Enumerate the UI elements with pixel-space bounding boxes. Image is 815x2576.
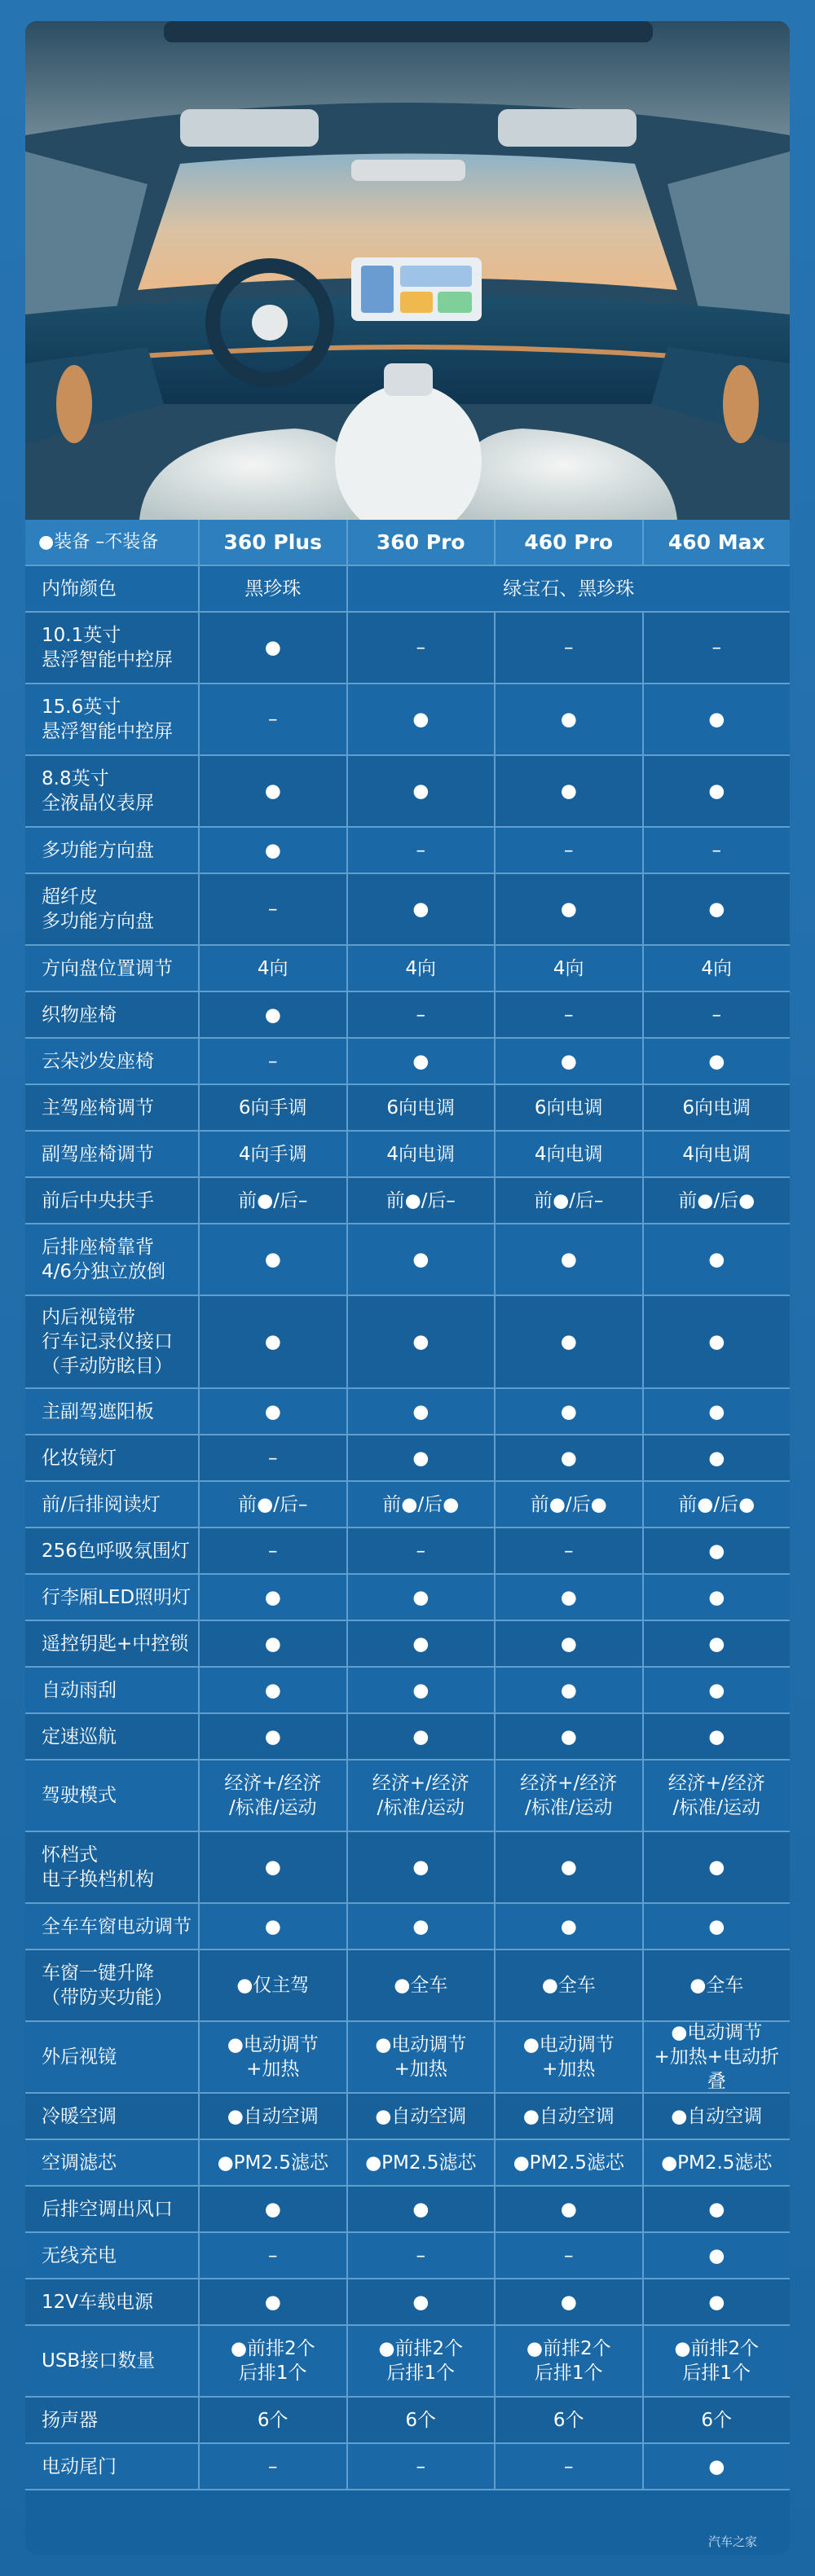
table-cell: 4向电调 [642, 1132, 791, 1176]
table-row [25, 1085, 790, 1132]
table-cell: – [494, 828, 642, 873]
row-label: 扬声器 [42, 2409, 98, 2431]
table-cell: ●全车 [642, 1950, 791, 2020]
table-cell: – [494, 613, 642, 683]
table-cell: 前●/后● [494, 1482, 642, 1527]
table-cell: 4向电调 [494, 1132, 642, 1176]
table-cell: ● [198, 828, 346, 873]
row-label: 云朵沙发座椅 [42, 1050, 154, 1072]
column-header: 360 Plus [198, 520, 346, 565]
table-row [25, 1132, 790, 1178]
table-cell: ●全车 [346, 1950, 495, 2020]
table-cell: ● [346, 2279, 495, 2324]
table-cell: ● [642, 2444, 791, 2489]
table-row [25, 2140, 790, 2187]
table-row [25, 1039, 790, 1085]
table-cell: 6个 [642, 2398, 791, 2442]
table-cell: ● [198, 2279, 346, 2324]
table-cell: ●前排2个 后排1个 [642, 2326, 791, 2396]
table-cell: ● [494, 1575, 642, 1620]
table-cell: ● [198, 1224, 346, 1295]
table-cell: ● [494, 684, 642, 754]
table-cell: – [198, 1435, 346, 1480]
table-cell: – [198, 874, 346, 944]
table-row [25, 1296, 790, 1389]
row-label: 行李厢LED照明灯 [42, 1586, 192, 1608]
table-cell: ● [642, 2279, 791, 2324]
table-cell: – [494, 992, 642, 1037]
table-cell: ● [494, 1389, 642, 1434]
table-cell: ● [642, 874, 791, 944]
table-cell: ● [642, 1575, 791, 1620]
table-cell: ●前排2个 后排1个 [346, 2326, 495, 2396]
spec-card [25, 21, 790, 2555]
row-label: 256色呼吸氛围灯 [42, 1540, 190, 1562]
table-cell: ● [642, 1435, 791, 1480]
row-label: 定速巡航 [42, 1725, 117, 1747]
table-cell: ● [494, 1296, 642, 1387]
table-cell: ● [642, 1621, 791, 1666]
table-cell: ● [346, 1621, 495, 1666]
table-cell: ● [642, 1389, 791, 1434]
table-cell: 前●/后– [198, 1178, 346, 1223]
table-cell: 经济+/经济 /标准/运动 [198, 1761, 346, 1831]
table-row [25, 1761, 790, 1832]
table-cell: ● [494, 1039, 642, 1084]
table-cell: 经济+/经济 /标准/运动 [642, 1761, 791, 1831]
table-row [25, 1621, 790, 1668]
table-row [25, 1950, 790, 2022]
table-cell: ● [198, 1904, 346, 1949]
table-cell: ●自动空调 [346, 2094, 495, 2139]
row-label: 前后中央扶手 [42, 1189, 154, 1211]
table-cell: ● [198, 1621, 346, 1666]
table-cell: ●自动空调 [642, 2094, 791, 2139]
row-label: 15.6英寸 悬浮智能中控屏 [42, 697, 173, 742]
table-cell: 6个 [346, 2398, 495, 2442]
table-cell: ●电动调节 +加热 [346, 2022, 495, 2092]
table-cell: ● [494, 1714, 642, 1759]
table-cell: 4向 [346, 946, 495, 991]
table-cell: ● [346, 2187, 495, 2231]
row-label: 无线充电 [42, 2244, 117, 2266]
table-cell: ● [346, 1832, 495, 1902]
table-cell: ● [346, 1224, 495, 1295]
table-cell: ●电动调节 +加热 [198, 2022, 346, 2092]
row-label: 10.1英寸 悬浮智能中控屏 [42, 625, 173, 670]
table-cell: ●PM2.5滤芯 [346, 2140, 495, 2185]
table-cell: 4向 [642, 946, 791, 991]
row-label: 主副驾遮阳板 [42, 1400, 154, 1422]
table-row [25, 684, 790, 756]
row-label: 电动尾门 [42, 2455, 117, 2477]
table-cell: – [494, 1528, 642, 1573]
table-cell: ● [642, 1039, 791, 1084]
table-cell: ● [346, 756, 495, 826]
table-cell: ● [642, 2187, 791, 2231]
column-header: 460 Pro [494, 520, 642, 565]
column-header: 360 Pro [346, 520, 495, 565]
table-cell: ● [198, 1389, 346, 1434]
table-cell: – [346, 2233, 495, 2278]
row-label: 超纤皮 多功能方向盘 [42, 886, 154, 932]
table-cell: ● [642, 684, 791, 754]
row-label: 冷暖空调 [42, 2105, 117, 2127]
table-cell: ● [346, 1389, 495, 1434]
table-row [25, 2187, 790, 2233]
row-label: 方向盘位置调节 [42, 957, 173, 979]
table-cell: ● [642, 1296, 791, 1387]
table-row [25, 828, 790, 874]
table-row [25, 1224, 790, 1296]
table-cell: ●电动调节 +加热 [494, 2022, 642, 2092]
table-row [25, 946, 790, 992]
table-cell: ●全车 [494, 1950, 642, 2020]
table-cell: ● [494, 1904, 642, 1949]
table-cell: 6个 [198, 2398, 346, 2442]
table-cell: ●PM2.5滤芯 [198, 2140, 346, 2185]
table-cell: 4向 [494, 946, 642, 991]
table-cell: ● [198, 992, 346, 1037]
table-cell: 6向电调 [494, 1085, 642, 1130]
table-row [25, 1668, 790, 1714]
table-row [25, 1575, 790, 1621]
table-cell: ● [642, 2233, 791, 2278]
table-cell: ● [198, 2187, 346, 2231]
table-cell: ● [346, 874, 495, 944]
table-cell: – [494, 2444, 642, 2489]
row-label: 多功能方向盘 [42, 839, 154, 861]
table-cell: – [642, 992, 791, 1037]
row-label: 8.8英寸 全液晶仪表屏 [42, 768, 154, 814]
table-cell: ● [346, 1296, 495, 1387]
table-cell: – [198, 2444, 346, 2489]
table-cell: ● [198, 1296, 346, 1387]
table-cell: ● [494, 1621, 642, 1666]
table-row [25, 874, 790, 946]
table-cell: 6向电调 [642, 1085, 791, 1130]
table-cell: 前●/后● [642, 1482, 791, 1527]
table-row [25, 2022, 790, 2094]
table-cell: ●PM2.5滤芯 [642, 2140, 791, 2185]
row-label: 主驾座椅调节 [42, 1097, 154, 1119]
row-label: 12V车载电源 [42, 2291, 154, 2313]
table-cell: – [494, 2233, 642, 2278]
column-header: 460 Max [642, 520, 791, 565]
table-cell: ●仅主驾 [198, 1950, 346, 2020]
row-label: 空调滤芯 [42, 2152, 117, 2174]
interior-image [25, 21, 790, 520]
table-cell: – [198, 1528, 346, 1573]
row-label: 自动雨刮 [42, 1679, 117, 1701]
table-cell: – [346, 2444, 495, 2489]
table-cell: ● [198, 1575, 346, 1620]
table-row [25, 566, 790, 613]
table-cell: ● [642, 1668, 791, 1712]
row-label: 怀档式 电子换档机构 [42, 1844, 154, 1890]
table-cell: 前●/后– [198, 1482, 346, 1527]
table-header [25, 520, 790, 566]
table-row [25, 1482, 790, 1528]
table-cell: ● [198, 1714, 346, 1759]
table-cell: – [642, 613, 791, 683]
table-cell: ● [642, 1714, 791, 1759]
table-cell: 6个 [494, 2398, 642, 2442]
row-label: 后排座椅靠背 4/6分独立放倒 [42, 1237, 166, 1282]
table-row [25, 992, 790, 1039]
table-cell: ● [346, 1435, 495, 1480]
table-row [25, 756, 790, 828]
row-label: 副驾座椅调节 [42, 1143, 154, 1165]
watermark: 汽车之家 [707, 2534, 757, 2549]
row-label: 驾驶模式 [42, 1785, 117, 1806]
row-label: 前/后排阅读灯 [42, 1493, 161, 1515]
spec-table [25, 520, 790, 2490]
row-label: 织物座椅 [42, 1004, 117, 1026]
row-label: 车窗一键升降 （带防夹功能） [42, 1963, 173, 2008]
table-cell: 前●/后– [346, 1178, 495, 1223]
table-cell: ● [494, 2279, 642, 2324]
row-label: USB接口数量 [42, 2350, 156, 2372]
table-cell: ● [346, 1904, 495, 1949]
table-cell: 前●/后● [642, 1178, 791, 1223]
row-label: 后排空调出风口 [42, 2198, 173, 2220]
table-cell: – [346, 828, 495, 873]
row-label: 内后视镜带 行车记录仪接口 （手动防眩目） [42, 1307, 173, 1377]
table-cell: ● [494, 1668, 642, 1712]
table-cell: – [642, 828, 791, 873]
table-cell: 经济+/经济 /标准/运动 [346, 1761, 495, 1831]
table-cell: 前●/后– [494, 1178, 642, 1223]
table-cell: – [346, 1528, 495, 1573]
table-cell: ● [346, 684, 495, 754]
table-cell: ● [346, 1668, 495, 1712]
row-label: 内饰颜色 [42, 578, 117, 600]
table-row [25, 613, 790, 684]
table-row [25, 2326, 790, 2398]
table-cell: 4向电调 [346, 1132, 495, 1176]
table-cell: ●前排2个 后排1个 [198, 2326, 346, 2396]
table-cell: ● [494, 2187, 642, 2231]
table-row [25, 1178, 790, 1224]
table-cell: ● [346, 1575, 495, 1620]
table-cell: ● [198, 1668, 346, 1712]
table-cell: ●前排2个 后排1个 [494, 2326, 642, 2396]
table-cell: ● [494, 1832, 642, 1902]
table-cell: 4向 [198, 946, 346, 991]
table-cell: ● [198, 613, 346, 683]
table-cell: 黑珍珠 [198, 566, 346, 611]
table-cell: ● [642, 1528, 791, 1573]
table-cell: ● [642, 756, 791, 826]
table-cell: 经济+/经济 /标准/运动 [494, 1761, 642, 1831]
legend-label: ●装备 –不装备 [38, 531, 159, 552]
table-cell: – [346, 613, 495, 683]
table-cell: ● [346, 1039, 495, 1084]
table-cell: 前●/后● [346, 1482, 495, 1527]
table-cell: ●电动调节 +加热+电动折叠 [642, 2022, 791, 2092]
table-cell: ● [494, 874, 642, 944]
row-label: 全车车窗电动调节 [42, 1915, 192, 1937]
table-row [25, 1714, 790, 1761]
table-row [25, 1435, 790, 1482]
row-label: 遥控钥匙+中控锁 [42, 1633, 189, 1655]
table-cell: – [198, 2233, 346, 2278]
table-cell: ● [198, 1832, 346, 1902]
table-cell: ● [642, 1904, 791, 1949]
table-cell: ●PM2.5滤芯 [494, 2140, 642, 2185]
table-cell: – [198, 684, 346, 754]
table-cell: ● [642, 1224, 791, 1295]
table-cell: ● [346, 1714, 495, 1759]
table-cell: ●自动空调 [494, 2094, 642, 2139]
row-label: 化妆镜灯 [42, 1447, 117, 1469]
table-row [25, 2444, 790, 2490]
table-row [25, 1904, 790, 1950]
table-row [25, 1389, 790, 1435]
table-row [25, 2398, 790, 2444]
table-cell: 6向手调 [198, 1085, 346, 1130]
table-cell: 4向手调 [198, 1132, 346, 1176]
table-row [25, 2233, 790, 2279]
table-cell: ● [198, 756, 346, 826]
table-cell: – [346, 992, 495, 1037]
table-cell: ●自动空调 [198, 2094, 346, 2139]
table-cell: ● [494, 1224, 642, 1295]
table-cell-merged: 绿宝石、黑珍珠 [346, 566, 791, 611]
table-cell: 6向电调 [346, 1085, 495, 1130]
table-row [25, 2094, 790, 2140]
table-cell: ● [494, 756, 642, 826]
table-cell: ● [494, 1435, 642, 1480]
table-cell: – [198, 1039, 346, 1084]
table-row [25, 1528, 790, 1575]
table-row [25, 1832, 790, 1904]
table-cell: ● [642, 1832, 791, 1902]
table-row [25, 2279, 790, 2326]
row-label: 外后视镜 [42, 2046, 117, 2068]
